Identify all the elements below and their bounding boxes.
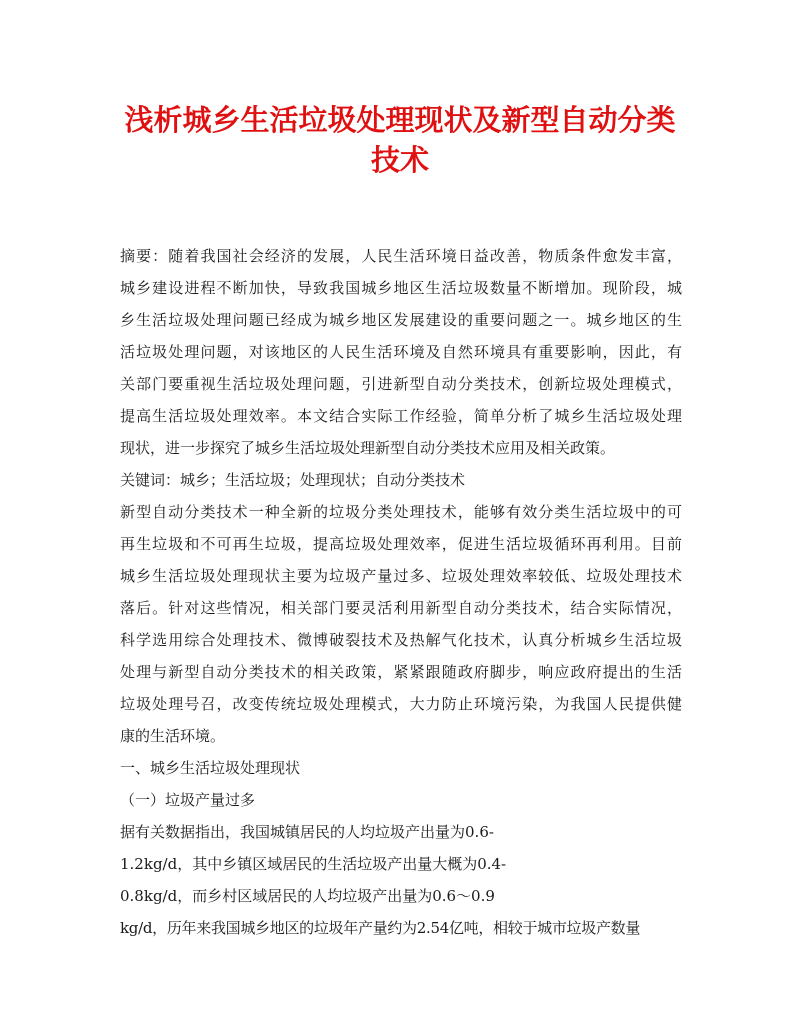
abstract-line: 提高生活垃圾处理效率。本文结合实际工作经验，简单分析了城乡生活垃圾处理 xyxy=(120,407,682,425)
keywords-line: 关键词：城乡；生活垃圾；处理现状；自动分类技术 xyxy=(120,471,466,489)
section-1-heading: 一、城乡生活垃圾处理现状 xyxy=(120,759,301,777)
section-line: 1.2kg/d，其中乡镇区域居民的生活垃圾产出量大概为0.4- xyxy=(120,855,507,873)
abstract-paragraph xyxy=(120,240,682,464)
subsection-heading xyxy=(120,784,682,816)
section-line: kg/d，历年来我国城乡地区的垃圾年产量约为2.54亿吨，相较于城市垃圾产数量 xyxy=(120,919,641,937)
intro-line: 再生垃圾和不可再生垃圾，提高垃圾处理效率，促进生活垃圾循环再利用。目前 xyxy=(120,535,682,553)
section-line: 0.8kg/d，而乡村区域居民的人均垃圾产出量为0.6～0.9 xyxy=(120,887,495,905)
abstract-line: 乡生活垃圾处理问题已经成为城乡地区发展建设的重要问题之一。城乡地区的生 xyxy=(120,311,682,329)
intro-line: 科学选用综合处理技术、微博破裂技术及热解气化技术，认真分析城乡生活垃圾 xyxy=(120,631,682,649)
intro-paragraph xyxy=(120,496,682,752)
intro-line: 新型自动分类技术一种全新的垃圾分类处理技术，能够有效分类生活垃圾中的可 xyxy=(120,503,682,521)
title-line-1: 浅析城乡生活垃圾处理现状及新型自动分类 xyxy=(124,103,676,137)
abstract-line: 城乡建设进程不断加快，导致我国城乡地区生活垃圾数量不断增加。现阶段，城 xyxy=(120,279,682,297)
abstract-line: 活垃圾处理问题，对该地区的人民生活环境及自然环境具有重要影响，因此，有 xyxy=(120,343,682,361)
section-line: 据有关数据指出，我国城镇居民的人均垃圾产出量为0.6- xyxy=(120,823,494,841)
document-title xyxy=(100,100,700,180)
keywords-paragraph xyxy=(120,464,682,496)
section-paragraph xyxy=(120,816,682,944)
abstract-line: 现状，进一步探究了城乡生活垃圾处理新型自动分类技术应用及相关政策。 xyxy=(120,439,616,457)
abstract-line: 摘要：随着我国社会经济的发展，人民生活环境日益改善，物质条件愈发丰富， xyxy=(120,247,682,265)
intro-line: 康的生活环境。 xyxy=(120,727,226,745)
subsection-1-heading: （一）垃圾产量过多 xyxy=(120,791,256,809)
title-line-2: 技术 xyxy=(370,143,429,177)
abstract-line: 关部门要重视生活垃圾处理问题，引进新型自动分类技术，创新垃圾处理模式， xyxy=(120,375,682,393)
intro-line: 处理与新型自动分类技术的相关政策，紧紧跟随政府脚步，响应政府提出的生活 xyxy=(120,663,682,681)
intro-line: 城乡生活垃圾处理现状主要为垃圾产量过多、垃圾处理效率较低、垃圾处理技术 xyxy=(120,567,682,585)
document-body xyxy=(120,240,682,944)
intro-line: 落后。针对这些情况，相关部门要灵活利用新型自动分类技术，结合实际情况， xyxy=(120,599,682,617)
section-heading xyxy=(120,752,682,784)
intro-line: 垃圾处理号召，改变传统垃圾处理模式，大力防止环境污染，为我国人民提供健 xyxy=(120,695,682,713)
